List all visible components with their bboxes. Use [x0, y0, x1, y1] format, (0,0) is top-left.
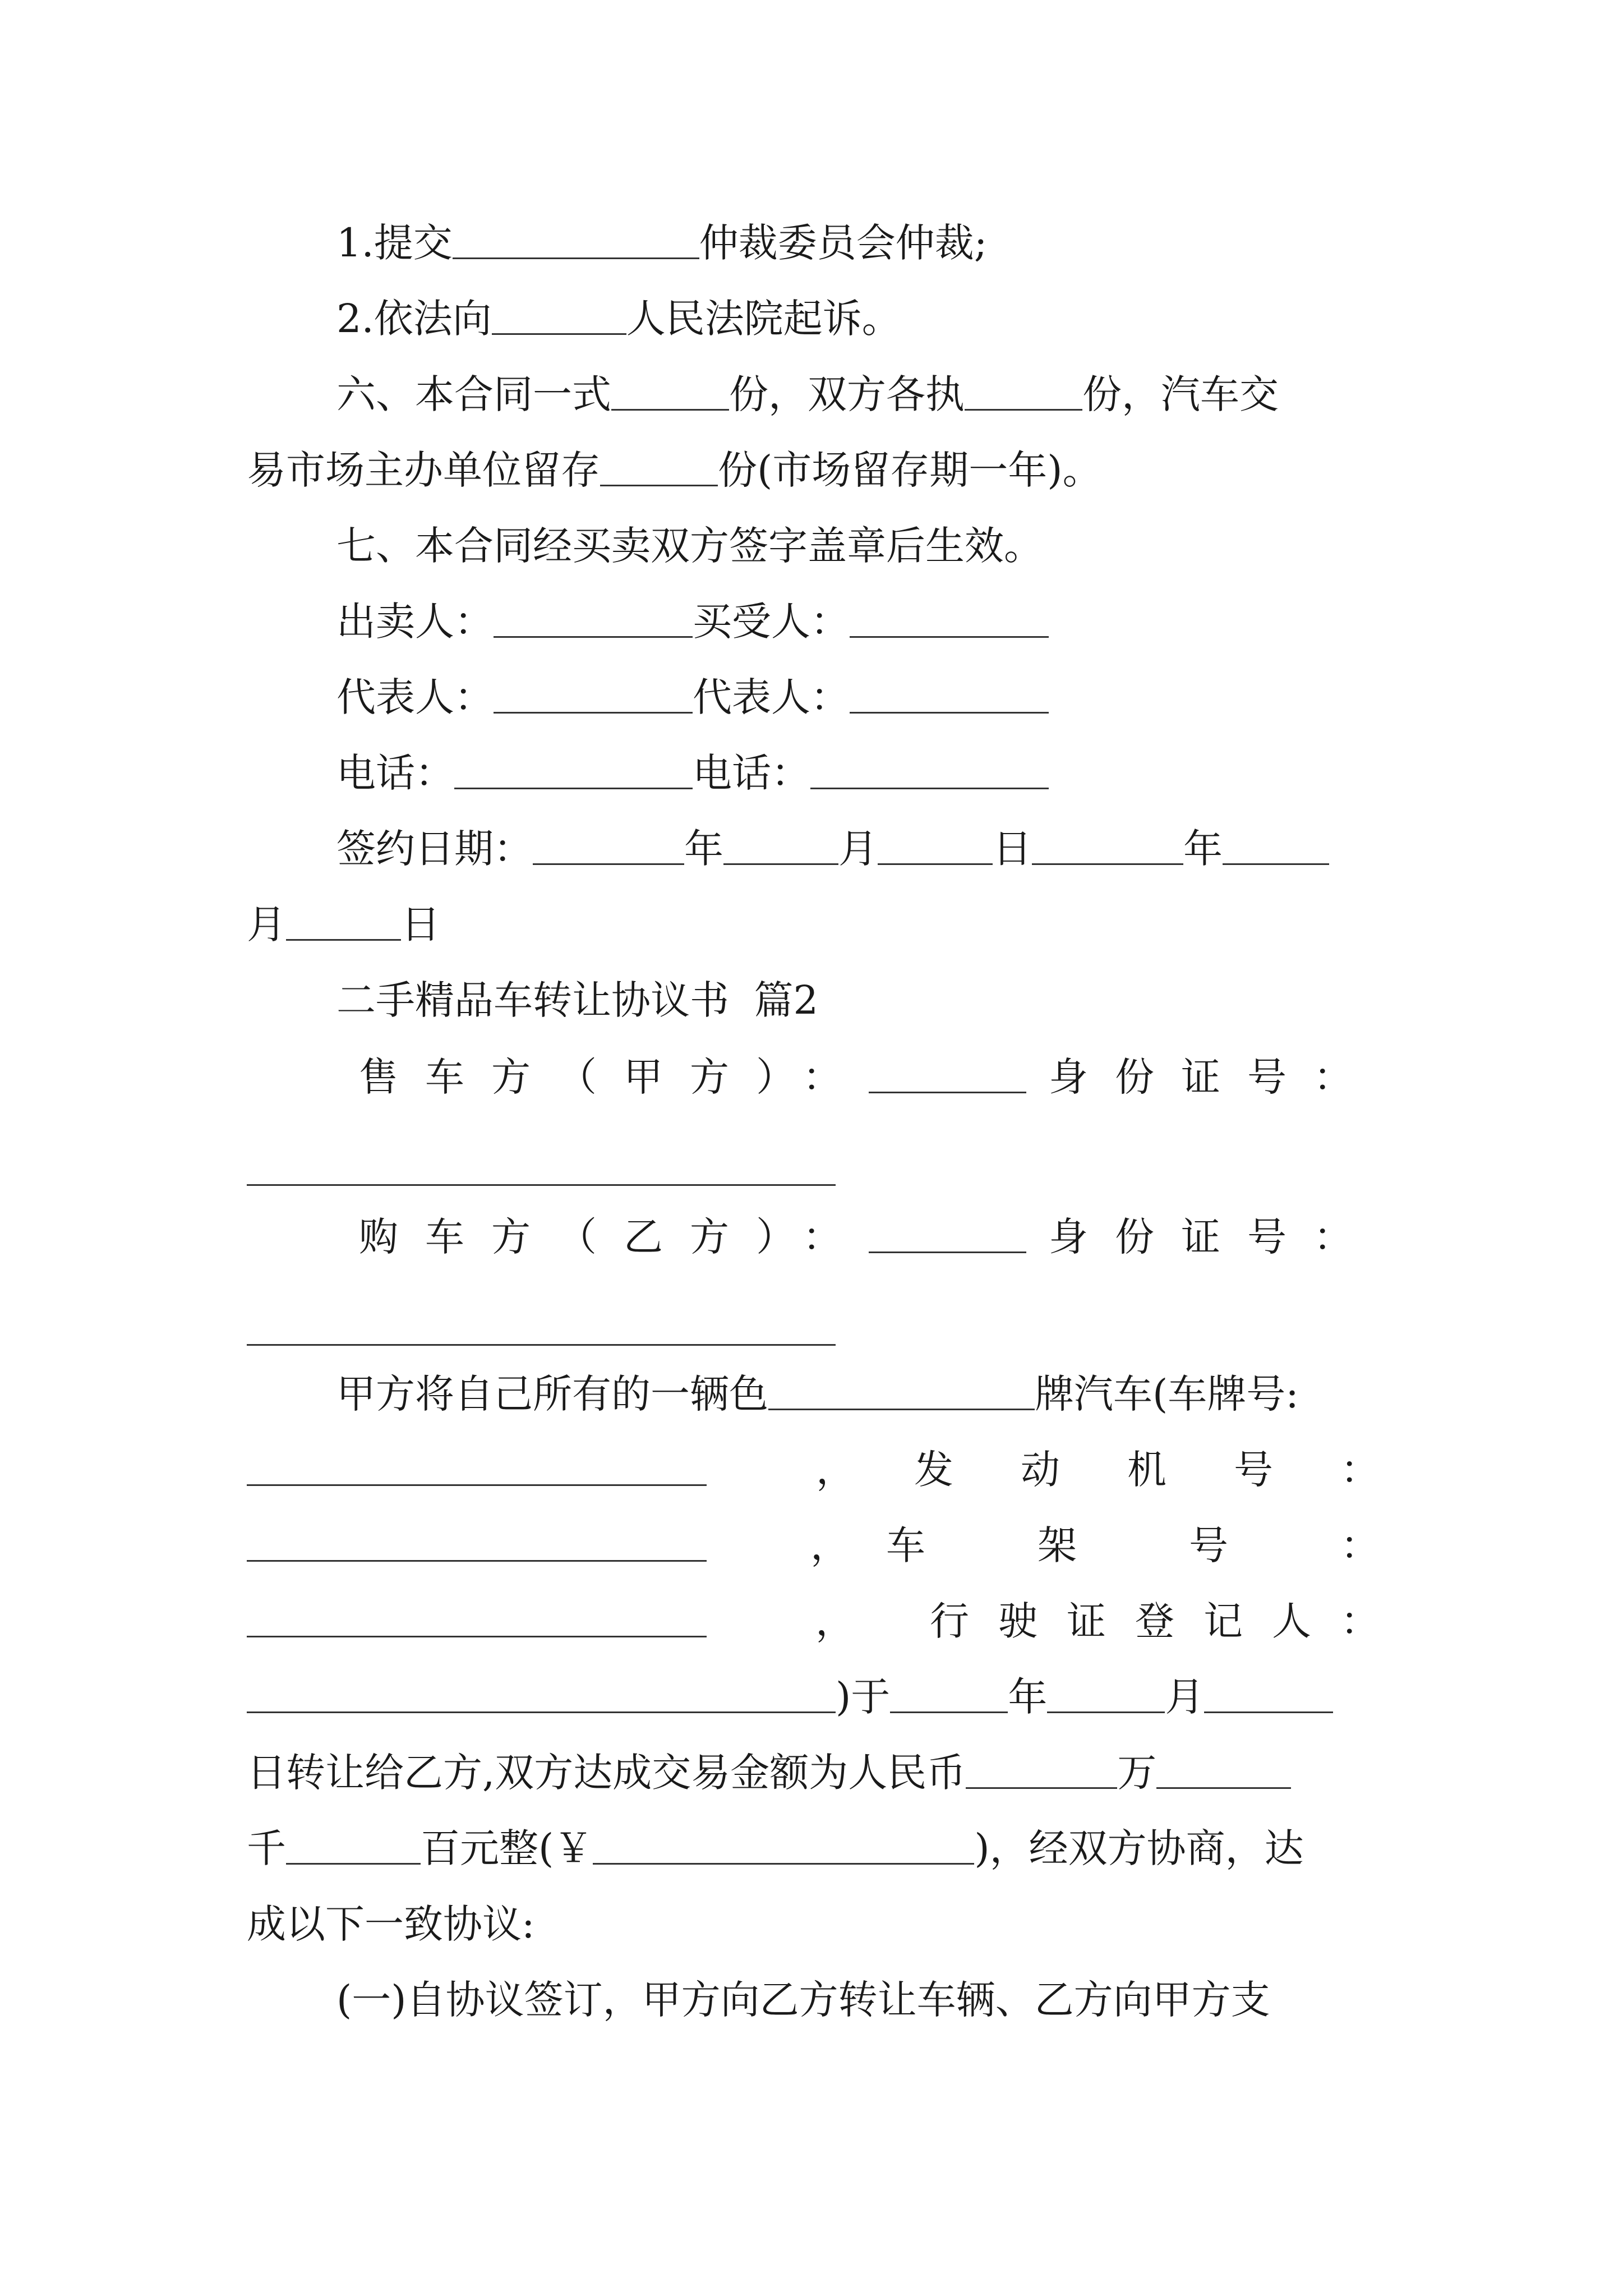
seller-buyer-line: 出卖人： 买受人： [336, 585, 1049, 658]
clause-7: 七、本合同经买卖双方签字盖章后生效。 [336, 523, 1043, 569]
copies-total-blank [611, 374, 729, 411]
arbitration-blank [453, 223, 699, 259]
signing-date-line-2: 月 日 [247, 901, 440, 947]
item-1: (一)自协议签订，甲方向乙方转让车辆、乙方向甲方支 [336, 1977, 1270, 2023]
year-blank-1 [533, 829, 684, 865]
section-2-heading: 二手精品车转让协议书 篇2 [336, 977, 819, 1023]
dispute-option-1: 1.提交 仲裁委员会仲裁; [336, 220, 988, 266]
signing-date-line-1: 签约日期： 年 月 日 年 [336, 812, 1329, 885]
copies-each-blank [965, 374, 1082, 411]
buyer-id-blank [247, 1309, 836, 1346]
day-blank-2 [286, 904, 401, 941]
color-brand-blank [768, 1374, 1035, 1410]
registrant-line: ， 行驶证登记人： [247, 1585, 1380, 1658]
amount-bai-blank [286, 1828, 421, 1865]
date-transfer-line: )于 年 月 [247, 1660, 1333, 1733]
frame-number-blank [247, 1601, 707, 1637]
transfer-day-blank [1204, 1677, 1333, 1713]
buyer-blank [850, 601, 1049, 638]
copies-market-blank [600, 450, 718, 486]
engine-number-blank [247, 1525, 707, 1562]
amount-number-blank [593, 1828, 974, 1865]
amount-wan-blank [966, 1752, 1117, 1789]
registrant-blank [247, 1677, 836, 1713]
engine-line: ， 发动机号： [247, 1433, 1380, 1506]
body-line-1: 甲方将自己所有的一辆色 牌汽车(车牌号: [336, 1371, 1299, 1417]
representative-line: 代表人： 代表人： [336, 661, 1049, 734]
dispute-option-2: 2.依法向 人民法院起诉。 [336, 296, 901, 342]
buyer-phone-blank [810, 753, 1049, 789]
plate-blank [247, 1450, 707, 1486]
seller-rep-blank [494, 677, 693, 714]
clause-6-line-1: 六、本合同一式 份，双方各执 份，汽车交 [336, 371, 1279, 417]
seller-phone-blank [454, 753, 693, 789]
seller-id-blank [247, 1149, 836, 1186]
amount-line-2: 千 百元整(￥ )，经双方协商，达 [247, 1825, 1304, 1871]
seller-name-blank [869, 1057, 1026, 1093]
court-blank [492, 298, 626, 335]
seller-party-line: 售车方（甲方）： 身份证号： [359, 1054, 1380, 1100]
buyer-name-blank [869, 1217, 1026, 1253]
day-blank-1 [878, 829, 993, 865]
amount-line-1: 日转让给乙方,双方达成交易金额为人民币 万 [247, 1736, 1291, 1809]
seller-blank [494, 601, 693, 638]
month-blank-2 [1223, 829, 1329, 865]
clause-6-line-2: 易市场主办单位留存 份(市场留存期一年)。 [247, 447, 1102, 493]
amount-line-3: 成以下一致协议: [247, 1901, 535, 1947]
buyer-id-line [247, 1293, 836, 1366]
transfer-month-blank [1047, 1677, 1165, 1713]
phone-line: 电话： 电话： [336, 737, 1049, 809]
year-blank-2 [1032, 829, 1183, 865]
month-blank-1 [723, 829, 838, 865]
amount-qian-blank [1156, 1752, 1291, 1789]
frame-line: ， 车架号： [247, 1509, 1380, 1582]
buyer-party-line: 购车方（乙方）： 身份证号： [359, 1214, 1380, 1260]
seller-id-line [247, 1133, 836, 1206]
transfer-year-blank [890, 1677, 1008, 1713]
buyer-rep-blank [850, 677, 1049, 714]
